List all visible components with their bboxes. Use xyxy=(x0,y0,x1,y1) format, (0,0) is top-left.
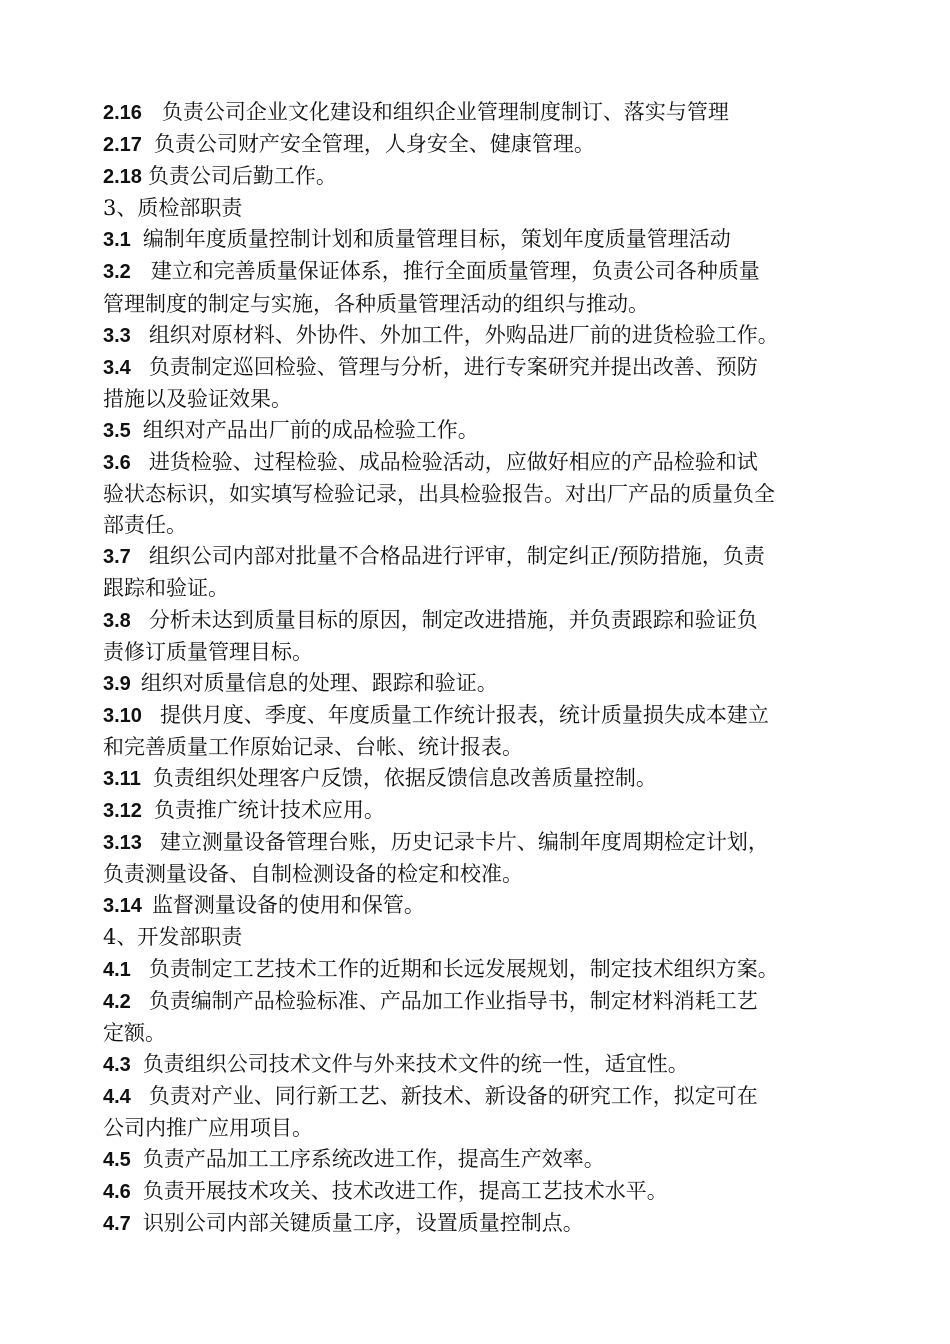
clause-text: 负责推广统计技术应用。 xyxy=(153,798,385,823)
clause-number: 4.7 xyxy=(103,1213,131,1236)
clause-text: 提供月度、季度、年度质量工作统计报表，统计质量损失成本建立 xyxy=(159,702,769,727)
text: 措施以及验证效果。 xyxy=(103,386,292,411)
clause-line xyxy=(103,415,855,447)
clause-line xyxy=(103,320,855,352)
clause-line xyxy=(103,668,855,700)
continuation-line xyxy=(103,384,855,415)
clause-text: 负责公司企业文化建设和组织企业管理制度制订、落实与管理 xyxy=(161,100,729,124)
clause-number: 4.5 xyxy=(103,1149,131,1172)
text: 部责任。 xyxy=(103,513,187,538)
clause-line xyxy=(103,224,855,256)
clause-line xyxy=(103,827,855,859)
continuation-line xyxy=(103,289,855,320)
text: 跟踪和验证。 xyxy=(103,576,229,601)
clause-line xyxy=(103,954,855,986)
clause-number: 4.6 xyxy=(103,1181,131,1204)
continuation-line xyxy=(103,859,855,890)
clause-line xyxy=(103,541,855,573)
clause-number: 4.3 xyxy=(103,1053,131,1076)
clause-number: 3.14 xyxy=(103,895,142,918)
clause-number: 3.4 xyxy=(103,356,131,379)
clause-line xyxy=(103,1208,855,1240)
clause-text: 编制年度质量控制计划和质量管理目标，策划年度质量管理活动 xyxy=(142,227,731,252)
clause-number: 4.2 xyxy=(103,990,131,1013)
clause-number: 2.16 xyxy=(103,102,142,124)
clause-number: 3.12 xyxy=(103,800,142,823)
continuation-line xyxy=(103,1113,855,1144)
clause-text: 负责对产业、同行新工艺、新技术、新设备的研究工作，拟定可在 xyxy=(148,1083,758,1108)
clause-text: 组织对质量信息的处理、跟踪和验证。 xyxy=(140,670,498,695)
clause-number: 3.13 xyxy=(103,832,142,855)
clause-number: 3.2 xyxy=(103,261,131,284)
clause-text: 进货检验、过程检验、成品检验活动，应做好相应的产品检验和试 xyxy=(148,450,758,475)
text: 管理制度的制定与实施，各种质量管理活动的组织与推动。 xyxy=(103,291,649,316)
clause-text: 分析未达到质量目标的原因，制定改进措施，并负责跟踪和验证负 xyxy=(148,607,758,632)
text: 4、开发部职责 xyxy=(103,925,243,950)
clause-number: 3.7 xyxy=(103,546,131,569)
clause-line xyxy=(103,890,855,922)
clause-number: 2.18 xyxy=(103,166,142,189)
text: 负责测量设备、自制检测设备的检定和校准。 xyxy=(103,862,523,887)
clause-text: 负责公司后勤工作。 xyxy=(147,164,337,189)
text: 定额。 xyxy=(103,1020,166,1045)
text: 责修订质量管理目标。 xyxy=(103,639,313,664)
continuation-line xyxy=(103,479,855,510)
clause-number: 3.8 xyxy=(103,609,131,632)
text: 公司内推广应用项目。 xyxy=(103,1116,313,1140)
clause-text: 建立和完善质量保证体系，推行全面质量管理，负责公司各种质量 xyxy=(150,259,760,284)
continuation-line xyxy=(103,573,855,604)
clause-line xyxy=(103,447,855,479)
clause-line xyxy=(103,986,855,1018)
clause-text: 负责组织公司技术文件与外来技术文件的统一性，适宜性。 xyxy=(142,1051,689,1076)
clause-line xyxy=(103,700,855,732)
continuation-line xyxy=(103,922,855,953)
clause-line xyxy=(103,129,855,161)
clause-line xyxy=(103,1049,855,1081)
clause-line xyxy=(103,1176,855,1208)
clause-text: 建立测量设备管理台账，历史记录卡片、编制年度周期检定计划， xyxy=(159,830,769,855)
continuation-line xyxy=(103,732,855,763)
clause-text: 负责编制产品检验标准、产品加工作业指导书，制定材料消耗工艺 xyxy=(148,988,758,1013)
clause-number: 3.3 xyxy=(103,324,131,347)
clause-number: 3.6 xyxy=(103,452,131,475)
clause-text: 识别公司内部关键质量工序，设置质量控制点。 xyxy=(142,1211,584,1236)
document-body xyxy=(103,97,855,1240)
clause-line xyxy=(103,1144,855,1176)
clause-text: 负责组织处理客户反馈，依据反馈信息改善质量控制。 xyxy=(152,765,657,790)
clause-number: 2.17 xyxy=(103,134,142,157)
clause-line xyxy=(103,352,855,384)
clause-number: 4.1 xyxy=(103,958,131,981)
text: 3、质检部职责 xyxy=(103,196,243,221)
clause-line xyxy=(103,256,855,288)
clause-number: 3.11 xyxy=(103,767,141,790)
clause-line xyxy=(103,605,855,637)
clause-number: 3.10 xyxy=(103,704,142,727)
clause-line xyxy=(103,795,855,827)
continuation-line xyxy=(103,193,855,224)
text: 验状态标识，如实填写检验记录，出具检验报告。对出厂产品的质量负全 xyxy=(103,482,775,507)
clause-text: 负责产品加工工序系统改进工作，提高生产效率。 xyxy=(142,1147,605,1172)
clause-line xyxy=(103,161,855,193)
clause-text: 组织对产品出厂前的成品检验工作。 xyxy=(142,417,479,442)
clause-line xyxy=(103,97,855,129)
clause-text: 负责制定工艺技术工作的近期和长远发展规划，制定技术组织方案。 xyxy=(148,956,779,981)
clause-text: 组织公司内部对批量不合格品进行评审，制定纠正/预防措施，负责 xyxy=(148,544,765,569)
clause-text: 监督测量设备的使用和保管。 xyxy=(151,893,425,918)
clause-text: 负责开展技术攻关、技术改进工作，提高工艺技术水平。 xyxy=(142,1179,668,1204)
clause-number: 3.9 xyxy=(103,672,131,695)
text: 和完善质量工作原始记录、台帐、统计报表。 xyxy=(103,734,523,759)
clause-number: 3.5 xyxy=(103,419,131,442)
continuation-line xyxy=(103,1018,855,1049)
clause-line xyxy=(103,1081,855,1113)
clause-number: 3.1 xyxy=(103,229,131,252)
clause-line xyxy=(103,763,855,795)
clause-text: 负责制定巡回检验、管理与分析，进行专案研究并提出改善、预防 xyxy=(148,354,758,379)
clause-text: 组织对原材料、外协件、外加工件，外购品进厂前的进货检验工作。 xyxy=(148,322,779,347)
clause-number: 4.4 xyxy=(103,1085,131,1108)
continuation-line xyxy=(103,510,855,541)
continuation-line xyxy=(103,637,855,668)
clause-text: 负责公司财产安全管理，人身安全、健康管理。 xyxy=(153,132,595,157)
